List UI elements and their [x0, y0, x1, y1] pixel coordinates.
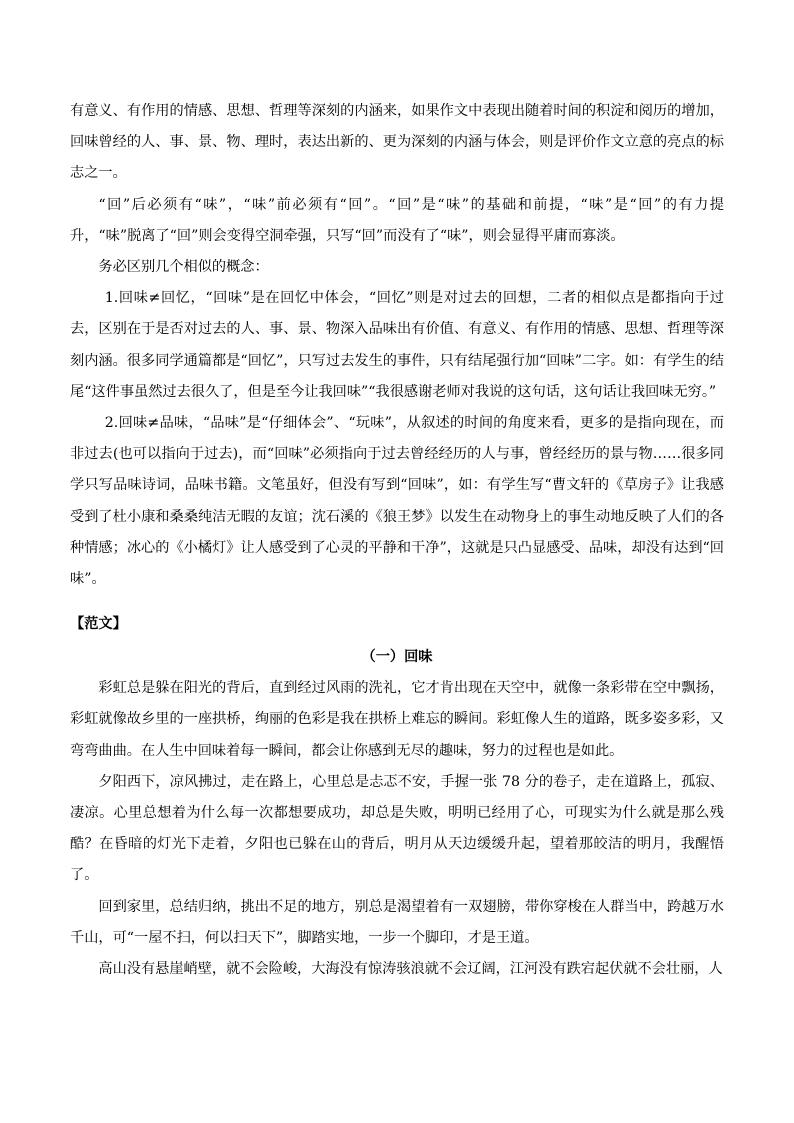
section-label: 【范文】 [70, 616, 127, 633]
concept-item-2: 2.回味≠品味，“品味”是“仔细体会”、“玩味”，从叙述的时间的角度来看，更多的是指向现在，而非过去(也可以指向于过去)，而“回味”必须指向于过去曾经经历的人与事，曾经经历的景与物……很多同学只写品味诗词，品味书籍。文笔虽好，但没有写到“回味”，如：有学生写“曹文轩的《草房子》让我感受到了杜小康和桑桑纯洁无暇的友谊；沈石溪的《狼王梦》以发生在动物身上的事生动地反映了人们的各种情感；冰心的《小橘灯》让人感受到了心灵的平静和干净”，这就是只凸显感受、品味，却没有达到“回味”。 [70, 415, 724, 588]
essay-paragraph-1: 彩虹总是躲在阳光的背后，直到经过风雨的洗礼，它才肯出现在天空中，就像一条彩带在空中飘扬，彩虹就像故乡里的一座拱桥，绚丽的色彩是我在拱桥上难忘的瞬间。彩虹像人生的道路，既多姿多彩，又弯弯曲曲。在人生中回味着每一瞬间，都会让你感到无尽的趣味，努力的过程也是如此。 [70, 680, 724, 759]
intro-paragraph-2: “回”后必须有“味”，“味”前必须有“回”。“回”是“味”的基础和前提，“味”是“回”的有力提升，“味”脱离了“回”则会变得空洞牵强，只写“回”而没有了“味”，则会显得平庸而寡淡。 [70, 196, 724, 244]
spacer [70, 595, 724, 609]
intro-paragraph-1: 有意义、有作用的情感、思想、哲理等深刻的内涵来，如果作文中表现出随着时间的积淀和阅历的增加，回味曾经的人、事、景、物、理时，表达出新的、更为深刻的内涵与体会，则是评价作文立意的亮点的标志之一。 [70, 103, 724, 182]
concept-item-1: 1.回味≠回忆，“回味”是在回忆中体会，“回忆”则是对过去的回想，二者的相似点是都指向于过去，区别在于是否对过去的人、事、景、物深入品味出有价值、有意义、有作用的情感、思想、哲理等深刻内涵。很多同学通篇都是“回忆”，只写过去发生的事件，只有结尾强行加“回味”二字。如：有学生的结尾“这件事虽然过去很久了，但是至今让我回味”“我很感谢老师对我说的这句话，这句话让我回味无穷。” [70, 290, 724, 400]
essay-paragraph-3: 回到家里，总结归纳，挑出不足的地方，别总是渴望着有一双翅膀，带你穿梭在人群当中，跨越万水千山，可“一屋不扫，何以扫天下”，脚踏实地，一步一个脚印，才是王道。 [70, 898, 724, 946]
intro-paragraph-3: 务必区别几个相似的概念： [98, 259, 269, 276]
essay-title: （一）回味 [361, 649, 433, 666]
document-page [70, 96, 724, 985]
essay-paragraph-4: 高山没有悬崖峭壁，就不会险峻，大海没有惊涛骇浪就不会辽阔，江河没有跌宕起伏就不会壮丽，人 [98, 961, 723, 978]
essay-paragraph-2: 夕阳西下，凉风拂过，走在路上，心里总是忐忑不安，手握一张 78 分的卷子，走在道路上，孤寂、凄凉。心里总想着为什么每一次都想要成功，却总是失败，明明已经用了心，可现实为什么就是那么残酷？在昏暗的灯光下走着，夕阳也已躲在山的背后，明月从天边缓缓升起，望着那皎洁的明月，我醒悟了。 [70, 773, 724, 884]
